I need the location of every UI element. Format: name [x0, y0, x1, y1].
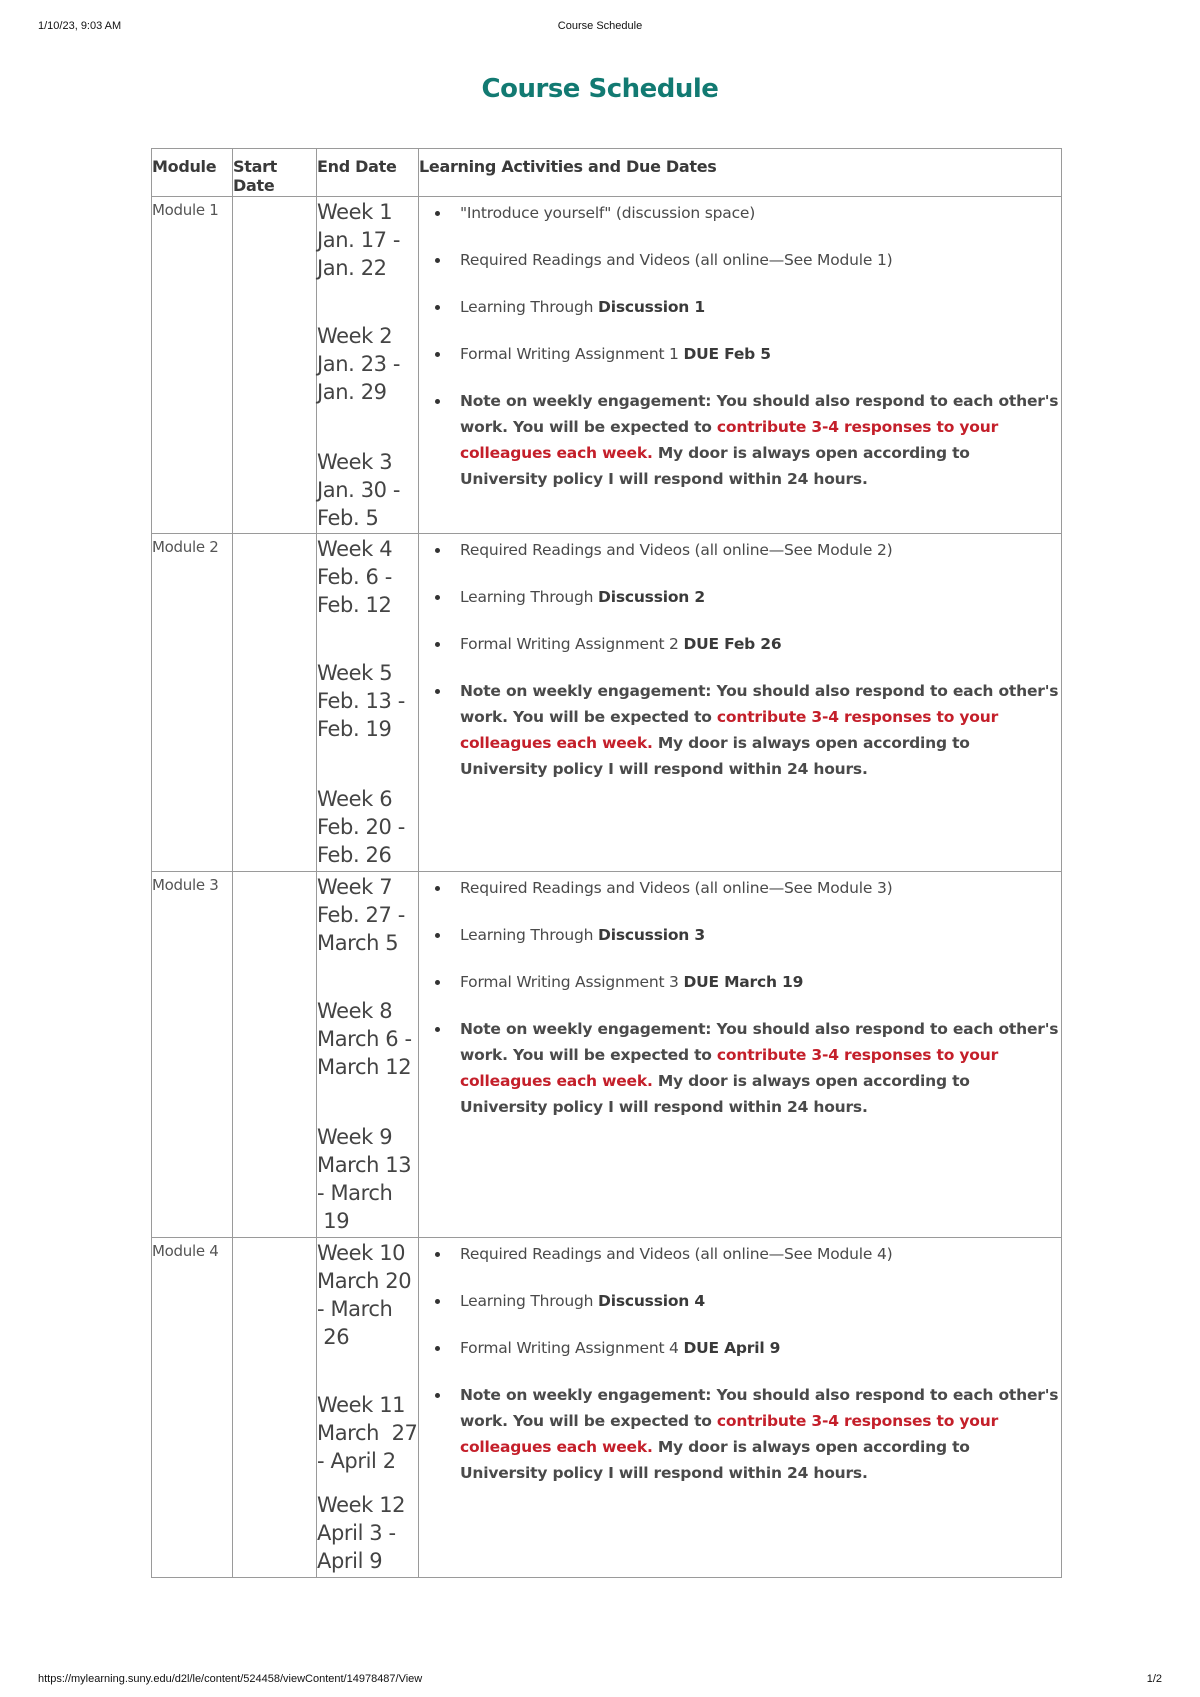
list-item: "Introduce yourself" (discussion space) [460, 200, 1061, 226]
header-end-date: End Date [317, 149, 419, 197]
engagement-note: Note on weekly engagement: You should also respond to each other's work. You will be expected to contribute 3-4 responses to your colleagues each week. My door is always open according to University policy I will respond within 24 hours. [460, 388, 1061, 492]
course-schedule-table [151, 148, 1062, 1578]
table-row [152, 872, 1062, 1238]
list-item: Learning Through Discussion 4 [460, 1288, 1061, 1314]
print-date: 1/10/23, 9:03 AM [38, 20, 122, 32]
engagement-note: Note on weekly engagement: You should also respond to each other's work. You will be expected to contribute 3-4 responses to your colleagues each week. My door is always open according to University policy I will respond within 24 hours. [460, 1382, 1061, 1486]
header-row [152, 149, 1062, 197]
page-title: Course Schedule [481, 74, 719, 104]
activities-cell [419, 872, 1062, 1238]
print-header [38, 20, 1162, 36]
start-date-cell [233, 197, 317, 534]
module-cell: Module 1 [152, 197, 233, 534]
header-activities: Learning Activities and Due Dates [419, 149, 1062, 197]
week-block: Week 5 Feb. 13 - Feb. 19 [317, 661, 405, 741]
week-block: Week 10 March 20 - March 26 [317, 1241, 412, 1349]
print-title: Course Schedule [557, 20, 643, 32]
list-item: Required Readings and Videos (all online—See Module 3) [460, 875, 1061, 901]
week-block: Week 12 April 3 - April 9 [317, 1493, 406, 1573]
list-item: Required Readings and Videos (all online—See Module 1) [460, 247, 1061, 273]
engagement-note: Note on weekly engagement: You should also respond to each other's work. You will be expected to contribute 3-4 responses to your colleagues each week. My door is always open according to University policy I will respond within 24 hours. [460, 1016, 1061, 1120]
print-footer [38, 1673, 1162, 1689]
end-date-cell [317, 872, 419, 1238]
activities-cell [419, 197, 1062, 534]
week-block: Week 9 March 13 - March 19 [317, 1125, 412, 1233]
week-block: Week 2 Jan. 23 - Jan. 29 [317, 324, 401, 404]
page-number: 1/2 [1146, 1673, 1162, 1685]
week-block: Week 4 Feb. 6 - Feb. 12 [317, 537, 393, 617]
engagement-note: Note on weekly engagement: You should also respond to each other's work. You will be expected to contribute 3-4 responses to your colleagues each week. My door is always open according to University policy I will respond within 24 hours. [460, 678, 1061, 782]
header-module: Module [152, 149, 233, 197]
page-url: https://mylearning.suny.edu/d2l/le/content/524458/viewContent/14978487/View [38, 1673, 423, 1685]
list-item: Required Readings and Videos (all online—See Module 4) [460, 1241, 1061, 1267]
week-block: Week 1 Jan. 17 - Jan. 22 [317, 200, 401, 280]
module-cell: Module 2 [152, 534, 233, 872]
list-item: Learning Through Discussion 3 [460, 922, 1061, 948]
list-item: Learning Through Discussion 2 [460, 584, 1061, 610]
list-item: Learning Through Discussion 1 [460, 294, 1061, 320]
list-item: Formal Writing Assignment 3 DUE March 19 [460, 969, 1061, 995]
header-start-date: Start Date [233, 149, 317, 197]
end-date-cell [317, 197, 419, 534]
table-row [152, 197, 1062, 534]
table-row [152, 534, 1062, 872]
end-date-cell [317, 534, 419, 872]
week-block: Week 8 March 6 - March 12 [317, 999, 412, 1079]
list-item: Formal Writing Assignment 4 DUE April 9 [460, 1335, 1061, 1361]
start-date-cell [233, 534, 317, 872]
week-block: Week 7 Feb. 27 - March 5 [317, 875, 405, 955]
table-row [152, 1238, 1062, 1578]
activities-cell [419, 1238, 1062, 1578]
week-block: Week 6 Feb. 20 - Feb. 26 [317, 787, 405, 867]
module-cell: Module 3 [152, 872, 233, 1238]
week-block: Week 3 Jan. 30 - Feb. 5 [317, 450, 401, 530]
list-item: Formal Writing Assignment 1 DUE Feb 5 [460, 341, 1061, 367]
week-block: Week 11 March 27 - April 2 [317, 1393, 418, 1473]
end-date-cell [317, 1238, 419, 1578]
list-item: Required Readings and Videos (all online—See Module 2) [460, 537, 1061, 563]
list-item: Formal Writing Assignment 2 DUE Feb 26 [460, 631, 1061, 657]
activities-cell [419, 534, 1062, 872]
start-date-cell [233, 872, 317, 1238]
module-cell: Module 4 [152, 1238, 233, 1578]
start-date-cell [233, 1238, 317, 1578]
